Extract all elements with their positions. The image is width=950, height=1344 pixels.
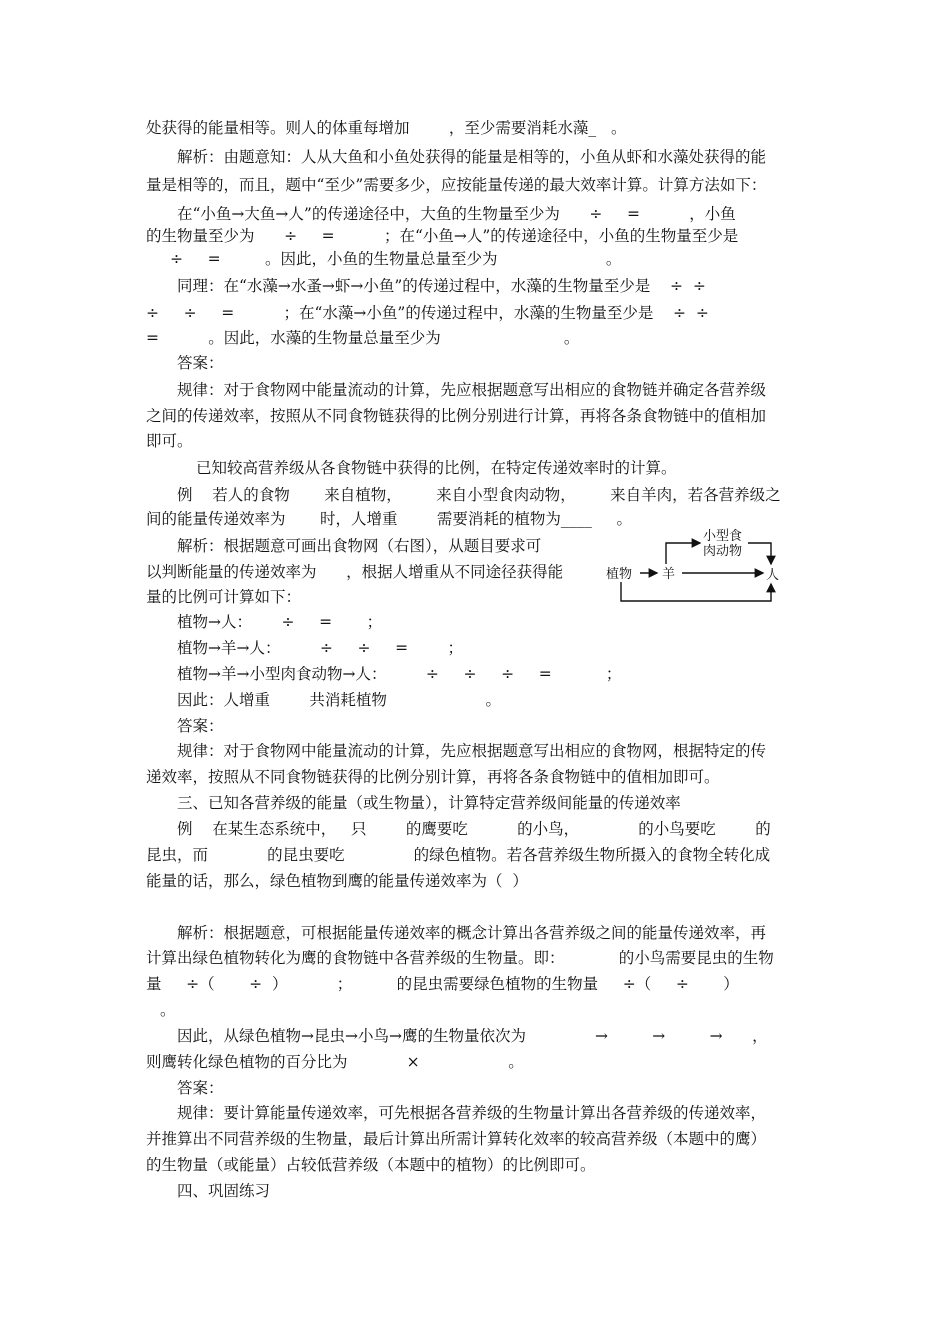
node-carnivore-line2: 肉动物 (703, 544, 743, 559)
arrow-carnivore-human (748, 543, 771, 564)
node-plant: 植物 (606, 567, 633, 582)
text-line: 植物→人： ÷ = ； (177, 613, 383, 631)
text-line: 并推算出不同营养级的生物量，最后计算出所需计算转化效率的较高营养级（本题中的鹰） (146, 1130, 767, 1148)
text-line: 昆虫，而 的昆虫要吃 的绿色植物。若各营养级生物所摄入的食物全转化成 (146, 846, 771, 864)
text-line: 之间的传递效率，按照从不同食物链获得的比例分别进行计算，再将各条食物链中的值相加 (146, 407, 767, 425)
text-line: 例 在某生态系统中， 只 的鹰要吃 的小鸟， 的小鸟要吃 的 (177, 820, 771, 838)
text-line: 答案： (177, 717, 224, 735)
text-line: ÷ ÷ = ；在“水藻→小鱼”的传递过程中，水藻的生物量至少是 ÷ ÷ (146, 304, 709, 322)
text-line: 解析：由题意知：人从大鱼和小鱼处获得的能量是相等的，小鱼从虾和水藻处获得的能 (177, 148, 767, 166)
text-line: 。 (160, 1001, 176, 1019)
text-line: 植物→羊→小型肉食动物→人： ÷ ÷ ÷ = ； (177, 665, 622, 683)
text-line: 量的比例可计算如下： (146, 588, 302, 606)
text-line: 间的能量传递效率为 时，人增重 需要消耗的植物为____ 。 (146, 510, 633, 528)
text-line: 则鹰转化绿色植物的百分比为 × 。 (146, 1053, 524, 1071)
text-line: 递效率，按照从不同食物链获得的比例分别计算，再将各条食物链中的值相加即可。 (146, 768, 720, 786)
text-line: 同理：在“水藻→水蚤→虾→小鱼”的传递过程中，水藻的生物量至少是 ÷ ÷ (177, 277, 706, 295)
text-line: 处获得的能量相等。则人的体重每增加 ，至少需要消耗水藻_ 。 (146, 119, 627, 137)
text-line: 答案： (177, 354, 224, 372)
arrow-sheep-carnivore (666, 543, 700, 564)
text-line: 例 若人的食物 来自植物， 来自小型食肉动物， 来自羊肉，若各营养级之 (177, 486, 781, 504)
text-line: 量 ÷（ ÷ ） ； 的昆虫需要绿色植物的生物量 ÷（ ÷ ） (146, 975, 739, 993)
text-line: 因此，从绿色植物→昆虫→小鸟→鹰的生物量依次为 → → → ， (177, 1027, 768, 1045)
arrow-plant-human (621, 582, 771, 601)
text-line: 计算出绿色植物转化为鹰的食物链中各营养级的生物量。即： 的小鸟需要昆虫的生物 (146, 949, 774, 967)
section-heading: 四、巩固练习 (177, 1182, 271, 1200)
food-web-diagram (604, 528, 794, 608)
text-line: 植物→羊→人： ÷ ÷ = ； (177, 639, 464, 657)
text-line: 量是相等的，而且，题中“至少”需要多少，应按能量传递的最大效率计算。计算方法如下： (146, 176, 767, 194)
text-line: 规律：对于食物网中能量流动的计算，先应根据题意写出相应的食物网，根据特定的传 (177, 742, 767, 760)
text-line: 答案： (177, 1079, 224, 1097)
text-line: 解析：根据题意可画出食物网（右图），从题目要求可 (177, 537, 542, 555)
node-carnivore-line1: 小型食 (703, 529, 743, 544)
node-sheep: 羊 (662, 567, 676, 582)
text-line: 已知较高营养级从各食物链中获得的比例，在特定传递效率时的计算。 (196, 459, 677, 477)
text-line: ÷ = 。因此，小鱼的生物量总量至少为 。 (170, 250, 622, 268)
text-line: 能量的话，那么，绿色植物到鹰的能量传递效率为（ ） (146, 872, 528, 890)
text-line: 的生物量至少为 ÷ = ；在“小鱼→人”的传递途径中，小鱼的生物量至少是 (146, 227, 739, 245)
node-human: 人 (766, 568, 780, 583)
text-line: 规律：对于食物网中能量流动的计算，先应根据题意写出相应的食物链并确定各营养级 (177, 381, 767, 399)
text-line: 解析：根据题意，可根据能量传递效率的概念计算出各营养级之间的能量传递效率，再 (177, 924, 767, 942)
text-line: = 。因此，水藻的生物量总量至少为 。 (146, 329, 580, 347)
text-line: 因此：人增重 共消耗植物 。 (177, 691, 501, 709)
text-line: 在“小鱼→大鱼→人”的传递途径中，大鱼的生物量至少为 ÷ = ，小鱼 (177, 205, 736, 223)
text-line: 规律：要计算能量传递效率，可先根据各营养级的生物量计算出各营养级的传递效率， (177, 1104, 767, 1122)
section-heading: 三、已知各营养级的能量（或生物量），计算特定营养级间能量的传递效率 (177, 794, 681, 812)
text-line: 的生物量（或能量）占较低营养级（本题中的植物）的比例即可。 (146, 1156, 596, 1174)
text-line: 即可。 (146, 432, 193, 450)
text-line: 以判断能量的传递效率为 ，根据人增重从不同途径获得能 (146, 563, 564, 581)
